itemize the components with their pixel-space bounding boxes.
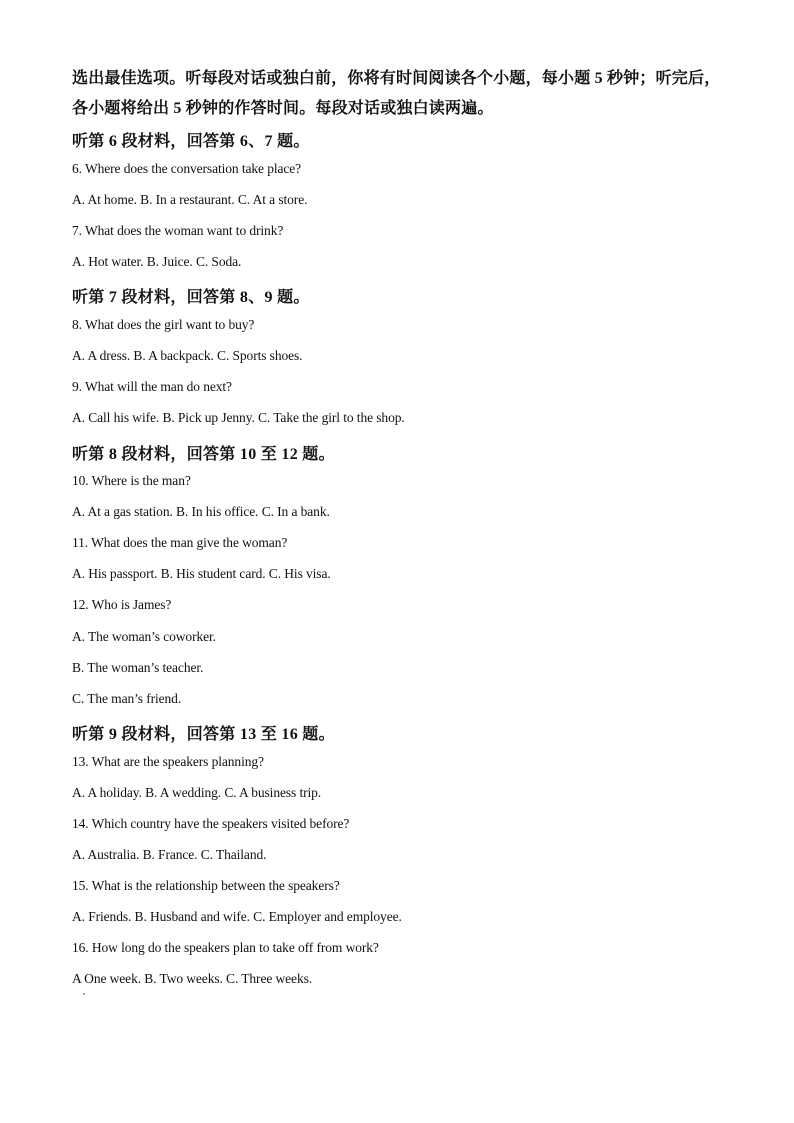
answer-options: A. Friends. B. Husband and wife. C. Employer and employee. [72, 909, 402, 924]
answer-options: A. At home. B. In a restaurant. C. At a store. [72, 192, 308, 207]
question-text: 16. How long do the speakers plan to take off from work? [72, 940, 379, 955]
answer-options: A. A dress. B. A backpack. C. Sports shoes. [72, 348, 303, 363]
instructions-line-1: 选出最佳选项。听每段对话或独白前，你将有时间阅读各个小题，每小题 5 秒钟；听完后， [72, 70, 721, 87]
question-text: 7. What does the woman want to drink? [72, 223, 284, 238]
answer-options: A. Hot water. B. Juice. C. Soda. [72, 254, 242, 269]
question-text: 9. What will the man do next? [72, 379, 232, 394]
section-heading: 听第 6 段材料，回答第 6、7 题。 [72, 133, 310, 150]
question-text: 15. What is the relationship between the speakers? [72, 878, 340, 893]
answer-options: A. Australia. B. France. C. Thailand. [72, 847, 267, 862]
answer-options: A. At a gas station. B. In his office. C. In a bank. [72, 504, 330, 519]
answer-option: C. The man’s friend. [72, 691, 182, 706]
section-heading: 听第 8 段材料，回答第 10 至 12 题。 [72, 446, 335, 463]
question-text: 8. What does the girl want to buy? [72, 317, 255, 332]
question-text: 11. What does the man give the woman? [72, 535, 288, 550]
question-text: 13. What are the speakers planning? [72, 754, 264, 769]
question-text: 12. Who is James? [72, 597, 172, 612]
answer-options: A. His passport. B. His student card. C. His visa. [72, 566, 331, 581]
answer-options: A One week. B. Two weeks. C. Three weeks. [72, 971, 313, 986]
instructions-line-2: 各小题将给出 5 秒钟的作答时间。每段对话或独白读两遍。 [72, 100, 494, 117]
answer-option: B. The woman’s teacher. [72, 660, 204, 675]
answer-options: A. A holiday. B. A wedding. C. A business trip. [72, 785, 322, 800]
section-heading: 听第 9 段材料，回答第 13 至 16 题。 [72, 726, 335, 743]
question-text: 6. Where does the conversation take place? [72, 161, 302, 176]
answer-options: A. Call his wife. B. Pick up Jenny. C. Take the girl to the shop. [72, 410, 405, 425]
section-heading: 听第 7 段材料，回答第 8、9 题。 [72, 289, 310, 306]
stray-mark [83, 993, 85, 995]
answer-option: A. The woman’s coworker. [72, 629, 216, 644]
question-text: 10. Where is the man? [72, 473, 191, 488]
question-text: 14. Which country have the speakers visited before? [72, 816, 350, 831]
instructions [72, 64, 732, 124]
